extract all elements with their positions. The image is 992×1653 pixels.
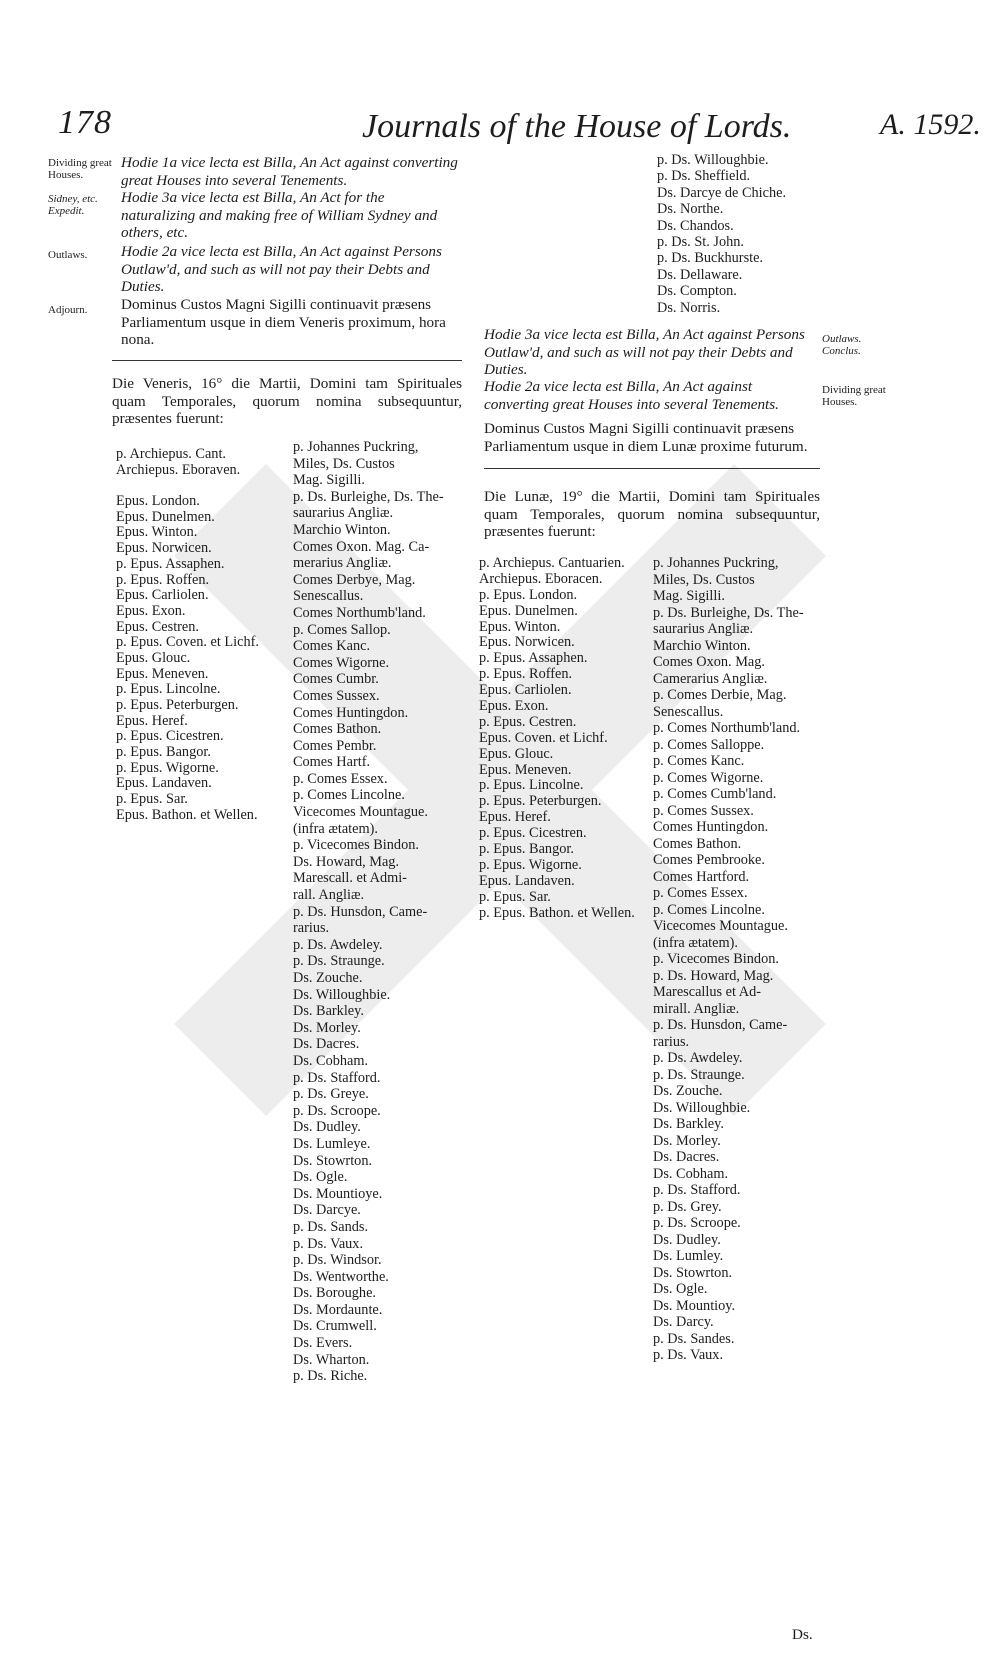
lord-entry: saurarius Angliæ.	[653, 621, 754, 637]
lord-entry: Comes Derbye, Mag.	[293, 571, 416, 588]
lord-entry: Ds. Dellaware.	[657, 266, 743, 283]
lord-entry: rarius.	[293, 920, 330, 937]
lord-entry: p. Vicecomes Bindon.	[653, 951, 779, 967]
lord-entry: p. Ds. Awdeley.	[653, 1050, 743, 1066]
lord-entry: Marescallus et Ad-	[653, 984, 761, 1000]
lord-entry: p. Epus. Bangor.	[116, 744, 211, 761]
lord-entry: p. Ds. Scroope.	[293, 1102, 381, 1119]
lord-entry: Ds. Compton.	[657, 283, 737, 300]
lord-entry: Epus. Norwicen.	[116, 540, 212, 557]
lord-entry: Vicecomes Mountague.	[293, 804, 428, 821]
catchword: Ds.	[792, 1626, 813, 1643]
entry-text: Hodie 2a vice lecta est Billa, An Act against converting great Houses into several Tenements.	[484, 378, 779, 413]
lord-entry: Ds. Norris.	[657, 299, 721, 316]
lord-entry: Ds. Zouche.	[293, 970, 363, 986]
lord-entry: Epus. Heref.	[116, 712, 188, 729]
lord-entry: p. Ds. Buckhurste.	[657, 250, 764, 267]
lord-entry: p. Comes Essex.	[293, 770, 388, 787]
lord-entry: Marchio Winton.	[653, 637, 751, 654]
lord-entry: p. Ds. Hunsdon, Came-	[293, 903, 428, 920]
lord-entry: Comes Wigorne.	[293, 654, 390, 671]
lord-entry: p. Epus. Bathon. et Wellen.	[479, 904, 635, 921]
lord-entry: Comes Bathon.	[293, 721, 382, 738]
lord-entry: Ds. Ogle.	[653, 1281, 708, 1297]
lord-entry: Epus. Carliolen.	[116, 587, 209, 604]
lord-entry: p. Ds. Greye.	[293, 1086, 369, 1103]
lord-entry: Comes Hartford.	[653, 868, 750, 885]
lord-entry: p. Comes Northumb'land.	[653, 720, 801, 736]
lord-entry: p. Ds. Willoughbie.	[657, 152, 769, 168]
lord-entry: Ds. Darcye de Chiche.	[657, 184, 787, 201]
lord-entry: p. Ds. Vaux.	[293, 1235, 364, 1252]
session-intro: Die Veneris, 16° die Martii, Domini tam Spirituales quam Temporales, quorum nomina subsequuntur, præsentes fuerunt:	[112, 375, 462, 427]
lord-entry: Ds. Lumley.	[653, 1248, 724, 1264]
lord-entry: Comes Cumbr.	[293, 671, 379, 688]
lord-entry: Epus. London.	[116, 493, 200, 510]
lord-entry: Epus. Glouc.	[479, 745, 554, 762]
lord-entry: Archiepus. Eboracen.	[479, 570, 603, 587]
lord-entry: Epus. Exon.	[116, 602, 186, 619]
running-title: Journals of the House of Lords.	[362, 108, 792, 145]
lord-entry: Ds. Morley.	[653, 1132, 721, 1149]
lord-entry: Miles, Ds. Custos	[293, 455, 395, 472]
temporal-lords-list	[653, 555, 818, 1364]
lord-entry: p. Epus. London.	[479, 586, 578, 603]
lord-entry: p. Epus. Cicestren.	[116, 728, 224, 745]
lord-entry: Ds. Barkley.	[653, 1116, 724, 1132]
lord-entry: saurarius Angliæ.	[293, 505, 394, 522]
lord-entry: p. Epus. Lincolne.	[116, 681, 221, 698]
lord-entry: Senescallus.	[653, 703, 724, 720]
lord-entry: Epus. Glouc.	[116, 649, 191, 666]
lord-entry: Epus. Coven. et Lichf.	[479, 729, 608, 746]
lord-entry: Comes Huntingdon.	[293, 704, 409, 721]
lord-entry: p. Ds. Vaux.	[653, 1347, 724, 1363]
lord-entry: p. Archiepus. Cant.	[116, 446, 226, 462]
lord-entry: Marescall. et Admi-	[293, 870, 407, 887]
lord-entry: p. Vicecomes Bindon.	[293, 837, 419, 854]
lord-entry: p. Ds. Stafford.	[653, 1182, 741, 1198]
lord-entry: Ds. Dudley.	[293, 1119, 361, 1136]
lord-entry: Epus. Heref.	[479, 809, 551, 826]
lord-entry: Ds. Boroughe.	[293, 1285, 376, 1302]
lord-entry: Comes Sussex.	[293, 687, 380, 704]
margin-note: Adjourn.	[48, 304, 88, 316]
section-rule	[112, 360, 462, 361]
lord-entry: Ds. Stowrton.	[653, 1264, 733, 1281]
page-number: 178	[58, 104, 112, 141]
lord-entry: Epus. Landaven.	[479, 872, 575, 889]
lord-entry: p. Epus. Peterburgen.	[479, 793, 602, 810]
lord-entry: p. Ds. Stafford.	[293, 1069, 381, 1086]
lord-entry: Ds. Ogle.	[293, 1169, 348, 1186]
lord-entry: Epus. Winton.	[479, 618, 561, 635]
lord-entry: p. Epus. Wigorne.	[479, 856, 582, 873]
lord-entry: p. Comes Wigorne.	[653, 769, 764, 786]
lord-entry: merarius Angliæ.	[293, 555, 392, 572]
lord-entry: Comes Pembrooke.	[653, 852, 765, 868]
lord-entry: Camerarius Angliæ.	[653, 670, 768, 687]
lord-entry: Epus. Meneven.	[479, 761, 572, 778]
lord-entry: Comes Oxon. Mag.	[653, 654, 765, 670]
lord-entry: Ds. Dudley.	[653, 1231, 721, 1248]
lord-entry: Comes Kanc.	[293, 638, 371, 655]
lord-entry: Marchio Winton.	[293, 521, 391, 538]
lord-entry	[116, 477, 286, 493]
lord-entry: p. Epus. Lincolne.	[479, 777, 584, 794]
lord-entry: (infra ætatem).	[293, 820, 378, 837]
lord-entry: Comes Northumb'land.	[293, 604, 426, 621]
lord-entry: p. Epus. Peterburgen.	[116, 697, 239, 713]
section-rule	[484, 468, 820, 469]
lord-entry: p. Comes Sallop.	[293, 621, 391, 638]
lord-entry: p. Epus. Cicestren.	[479, 825, 587, 842]
spiritual-lords-list	[479, 555, 654, 920]
lord-entry: p. Ds. Howard, Mag.	[653, 967, 774, 984]
lord-entry: rall. Angliæ.	[293, 887, 365, 904]
lord-entry: Ds. Cobham.	[653, 1165, 729, 1182]
lord-entry: Ds. Northe.	[657, 201, 724, 218]
lord-entry: p. Epus. Sar.	[479, 888, 551, 905]
lord-entry: p. Johannes Puckring,	[293, 439, 419, 455]
lord-entry: p. Ds. Windsor.	[293, 1252, 382, 1269]
lord-entry: Epus. Exon.	[479, 698, 549, 715]
year-label: A. 1592.	[880, 108, 981, 141]
lord-entry: Epus. Dunelmen.	[479, 602, 578, 619]
lord-entry: p. Ds. Burleighe, Ds. The-	[293, 488, 444, 505]
lord-entry: Comes Oxon. Mag. Ca-	[293, 538, 430, 555]
entry-text: Hodie 3a vice lecta est Billa, An Act for the naturalizing and making free of William Sydney and others, etc.	[121, 189, 438, 241]
lord-entry: Mag. Sigilli.	[293, 472, 365, 489]
lord-entry: Ds. Mordaunte.	[293, 1301, 383, 1318]
lord-entry: Ds. Lumleye.	[293, 1135, 371, 1152]
lord-entry: Ds. Stowrton.	[293, 1152, 373, 1169]
lord-entry: p. Ds. Grey.	[653, 1198, 722, 1215]
lord-entry: p. Comes Derbie, Mag.	[653, 687, 787, 703]
lord-entry: Comes Huntingdon.	[653, 819, 769, 835]
lord-entry: Comes Bathon.	[653, 835, 742, 852]
lord-entry: Ds. Morley.	[293, 1019, 361, 1036]
lord-entry: Epus. Norwicen.	[479, 634, 575, 651]
lord-entry: p. Ds. Hunsdon, Came-	[653, 1017, 788, 1033]
margin-note: Dividing great Houses.	[48, 157, 112, 181]
lord-entry: p. Comes Essex.	[653, 885, 748, 901]
lord-entry: Ds. Mountioye.	[293, 1185, 383, 1202]
entry-text: Hodie 1a vice lecta est Billa, An Act against converting great Houses into several Tenements.	[121, 154, 458, 189]
lord-entry: Ds. Darcye.	[293, 1202, 361, 1219]
lord-entry: p. Epus. Bangor.	[479, 841, 574, 858]
lord-entry: Ds. Evers.	[293, 1335, 353, 1352]
lord-entry: Epus. Meneven.	[116, 665, 209, 682]
lord-entry: p. Comes Lincolne.	[293, 787, 405, 804]
lord-entry: Ds. Crumwell.	[293, 1318, 377, 1335]
lord-entry: Ds. Howard, Mag.	[293, 853, 400, 870]
lord-entry: Epus. Dunelmen.	[116, 508, 215, 525]
lord-entry: Epus. Winton.	[116, 524, 198, 541]
lord-entry: Vicecomes Mountague.	[653, 918, 788, 934]
lord-entry: p. Ds. Sheffield.	[657, 168, 751, 185]
lord-entry: p. Comes Cumb'land.	[653, 786, 777, 802]
lord-entry: p. Ds. Sands.	[293, 1218, 369, 1235]
lord-entry: Archiepus. Eboraven.	[116, 461, 241, 478]
lord-entry: Comes Pembr.	[293, 737, 377, 754]
lord-entry: Ds. Zouche.	[653, 1083, 723, 1099]
lord-entry: Ds. Cobham.	[293, 1052, 369, 1069]
session-intro: Die Lunæ, 19° die Martii, Domini tam Spirituales quam Temporales, quorum nomina subsequuntur, præsentes fuerunt:	[484, 488, 820, 540]
lord-entry: p. Epus. Sar.	[116, 791, 188, 808]
lord-entry: p. Comes Sussex.	[653, 802, 754, 819]
lord-entry: Ds. Willoughbie.	[653, 1099, 751, 1116]
lord-entry: Epus. Carliolen.	[479, 682, 572, 699]
lord-entry: Ds. Barkley.	[293, 1003, 364, 1020]
lord-entry: Comes Hartf.	[293, 754, 371, 771]
lord-entry: p. Ds. St. John.	[657, 233, 744, 250]
lord-entry: Ds. Wentworthe.	[293, 1268, 389, 1285]
lord-entry: Ds. Dacres.	[653, 1149, 720, 1165]
lord-entry: p. Epus. Roffen.	[479, 666, 573, 683]
lord-entry: p. Ds. Scroope.	[653, 1215, 741, 1231]
lord-entry: p. Johannes Puckring,	[653, 555, 779, 571]
temporal-lords-list	[293, 439, 461, 1385]
lord-entry: rarius.	[653, 1033, 690, 1050]
lord-entry: p. Comes Salloppe.	[653, 736, 765, 753]
lord-entry: p. Epus. Coven. et Lichf.	[116, 634, 259, 651]
lord-entry: p. Ds. Straunge.	[293, 953, 385, 970]
lord-entry: Miles, Ds. Custos	[653, 571, 755, 588]
lord-entry: p. Ds. Awdeley.	[293, 936, 383, 953]
margin-note: Outlaws.	[48, 249, 88, 261]
lord-entry: p. Epus. Assaphen.	[116, 555, 225, 572]
lord-entry: p. Ds. Sandes.	[653, 1330, 735, 1347]
lord-entry: p. Epus. Roffen.	[116, 571, 210, 588]
lord-entry: Epus. Cestren.	[116, 618, 199, 635]
entry-text: Dominus Custos Magni Sigilli continuavit præsens Parliamentum usque in diem Lunæ proxime futurum.	[484, 420, 808, 455]
margin-note: Dividing great Houses.	[822, 384, 886, 408]
entry-text: Hodie 3a vice lecta est Billa, An Act against Persons Outlaw'd, and such as will not pay their Debts and Duties.	[484, 326, 805, 378]
entry-text: Dominus Custos Magni Sigilli continuavit præsens Parliamentum usque in diem Veneris proximum, hora nona.	[121, 296, 446, 348]
lord-entry: Ds. Darcy.	[653, 1314, 714, 1330]
lord-entry: p. Archiepus. Cantuarien.	[479, 555, 625, 571]
spiritual-lords-list	[116, 446, 286, 823]
lord-entry: Mag. Sigilli.	[653, 588, 725, 604]
lord-entry: p. Comes Kanc.	[653, 753, 745, 769]
lord-entry: Senescallus.	[293, 588, 364, 605]
lord-entry: p. Ds. Straunge.	[653, 1066, 745, 1083]
lord-entry: Ds. Willoughbie.	[293, 986, 391, 1003]
lord-entry: p. Comes Lincolne.	[653, 901, 765, 918]
margin-note: Outlaws. Conclus.	[822, 333, 862, 357]
lord-entry: Epus. Landaven.	[116, 775, 212, 792]
lord-entry: Ds. Mountioy.	[653, 1297, 736, 1314]
lord-entry: p. Epus. Assaphen.	[479, 650, 588, 667]
lords-list-continued	[657, 152, 817, 316]
lord-entry: Epus. Bathon. et Wellen.	[116, 806, 258, 823]
entry-text: Hodie 2a vice lecta est Billa, An Act against Persons Outlaw'd, and such as will not pay their Debts and Duties.	[121, 243, 442, 295]
lord-entry: p. Epus. Cestren.	[479, 713, 577, 730]
lord-entry: p. Epus. Wigorne.	[116, 759, 219, 776]
lord-entry: Ds. Wharton.	[293, 1351, 370, 1368]
lord-entry: Ds. Chandos.	[657, 217, 734, 234]
margin-note: Sidney, etc. Expedit.	[48, 193, 98, 217]
lord-entry: mirall. Angliæ.	[653, 1000, 740, 1017]
lord-entry: p. Ds. Riche.	[293, 1368, 368, 1385]
lord-entry: Ds. Dacres.	[293, 1036, 360, 1053]
lord-entry: p. Ds. Burleighe, Ds. The-	[653, 604, 804, 621]
lord-entry: (infra ætatem).	[653, 934, 738, 951]
